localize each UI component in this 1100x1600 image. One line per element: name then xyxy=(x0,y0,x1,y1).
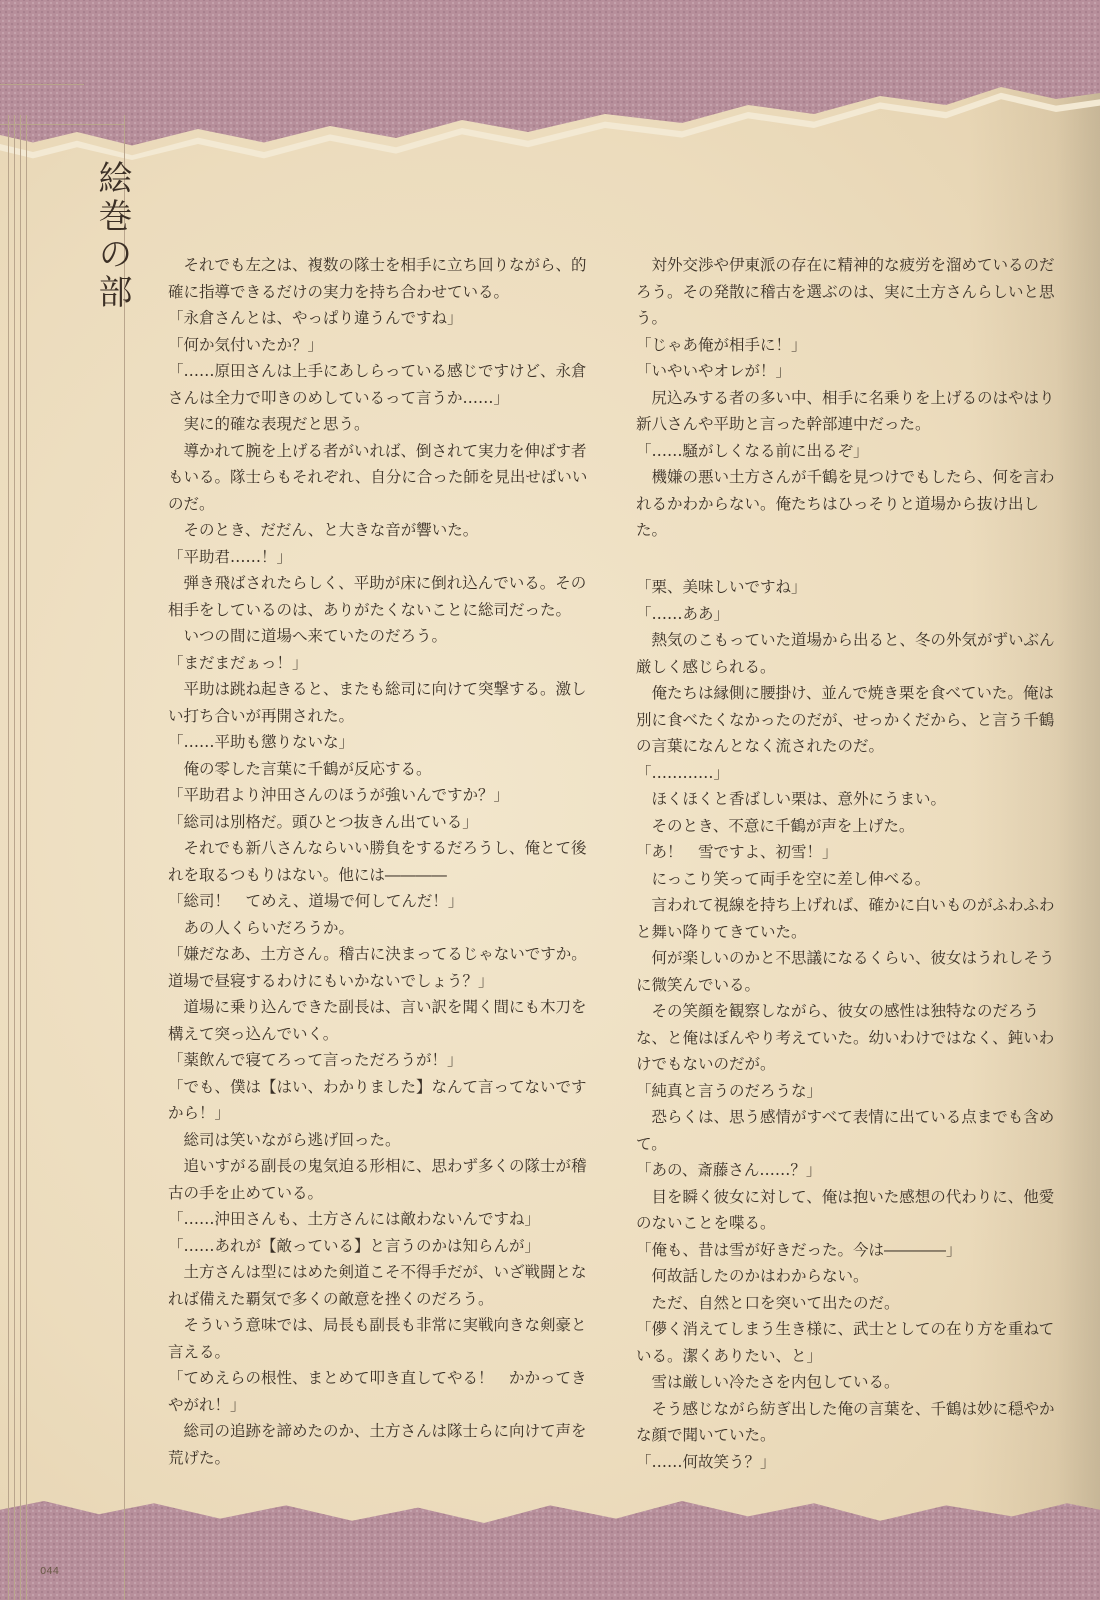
paragraph: そのとき、不意に千鶴が声を上げた。 xyxy=(636,816,915,835)
paragraph: 「永倉さんとは、やっぱり違うんですね」 xyxy=(168,309,463,327)
paragraph: 恐らくは、思う感情がすべて表情に出ている点までも含めて。 xyxy=(636,1108,1055,1153)
margin-rule xyxy=(8,115,9,1600)
paragraph: 総司の追跡を諦めたのか、土方さんは隊士らに向けて声を荒げた。 xyxy=(168,1422,587,1467)
paragraph: 目を瞬く彼女に対して、俺は抱いた感想の代わりに、他愛のないことを喋る。 xyxy=(636,1187,1055,1232)
paragraph: 「純真と言うのだろうな」 xyxy=(636,1081,823,1100)
paragraph: 「……あれが【敵っている】と言うのかは知らんが」 xyxy=(168,1236,541,1255)
paragraph: 「…………」 xyxy=(636,763,730,782)
paragraph: 「儚く消えてしまう生き様に、武士としての在り方を重ねている。潔くありたい、と」 xyxy=(636,1320,1055,1365)
paragraph: それでも左之は、複数の隊士を相手に立ち回りながら、的確に指導できるだけの実力を持ち合わせている。 xyxy=(168,256,587,301)
paragraph: 「何か気付いたか？」 xyxy=(168,335,324,354)
paragraph: 「まだまだぁっ！」 xyxy=(168,653,308,672)
paragraph: そのとき、だだん、と大きな音が響いた。 xyxy=(168,521,479,539)
page-number: 044 xyxy=(40,1566,60,1577)
paragraph: 「あ！ 雪ですよ、初雪！」 xyxy=(636,843,838,861)
right-text-column-upper xyxy=(636,252,1068,544)
paragraph: 俺たちは縁側に腰掛け、並んで焼き栗を食べていた。俺は別に食べたくなかったのだが、せっかくだから、と言う千鶴の言葉になんとなく流されたのだ。 xyxy=(636,684,1055,755)
paragraph: 熱気のこもっていた道場から出ると、冬の外気がずいぶん厳しく感じられる。 xyxy=(636,631,1055,676)
paragraph: 「……沖田さんも、土方さんには敵わないんですね」 xyxy=(168,1210,541,1228)
paragraph: 「栗、美味しいですね」 xyxy=(636,578,807,596)
left-text-column xyxy=(168,252,588,1471)
paragraph: 「嫌だなあ、土方さん。稽古に決まってるじゃないですか。道場で昼寝するわけにもいかないでしょう？」 xyxy=(168,945,587,990)
paragraph: そういう意味では、局長も副長も非常に実戦向きな剣豪と言える。 xyxy=(168,1316,587,1361)
paragraph: 「……ああ」 xyxy=(636,604,730,623)
margin-rule xyxy=(20,115,21,1600)
paragraph: 対外交渉や伊東派の存在に精神的な疲労を溜めているのだろう。その発散に稽古を選ぶのは、実に土方さんらしいと思う。 xyxy=(636,256,1055,327)
paragraph: 「……原田さんは上手にあしらっている感じですけど、永倉さんは全力で叩きのめしているって言うか……」 xyxy=(168,362,587,407)
paragraph: 機嫌の悪い土方さんが千鶴を見つけでもしたら、何を言われるかわからない。俺たちはひっそりと道場から抜け出した。 xyxy=(636,468,1055,539)
paragraph: 平助は跳ね起きると、またも総司に向けて突撃する。激しい打ち合いが再開された。 xyxy=(168,680,587,725)
paragraph: 「でも、僕は【はい、わかりました】なんて言ってないですから！」 xyxy=(168,1077,587,1122)
paragraph: 言われて視線を持ち上げれば、確かに白いものがふわふわと舞い降りてきていた。 xyxy=(636,896,1055,941)
paragraph: 追いすがる副長の鬼気迫る形相に、思わず多くの隊士が稽古の手を止めている。 xyxy=(168,1157,587,1202)
paragraph: 道場に乗り込んできた副長は、言い訳を聞く間にも木刀を構えて突っ込んでいく。 xyxy=(168,998,587,1043)
paragraph: 「総司は別格だ。頭ひとつ抜きん出ている」 xyxy=(168,812,478,831)
paragraph: 尻込みする者の多い中、相手に名乗りを上げるのはやはり新八さんや平助と言った幹部連中だった。 xyxy=(636,388,1055,433)
paragraph: 弾き飛ばされたらしく、平助が床に倒れ込んでいる。その相手をしているのは、ありがたくないことに総司だった。 xyxy=(168,574,587,619)
paragraph: 「……平助も懲りないな」 xyxy=(168,733,355,751)
paragraph: 「……何故笑う？」 xyxy=(636,1452,776,1471)
paragraph: にっこり笑って両手を空に差し伸べる。 xyxy=(636,869,931,888)
margin-rule xyxy=(0,124,124,125)
right-text-column-lower xyxy=(636,574,1068,1475)
paragraph: 「平助君……！」 xyxy=(168,547,293,566)
paragraph: ほくほくと香ばしい栗は、意外にうまい。 xyxy=(636,790,947,808)
paragraph: 「薬飲んで寝てろって言っただろうが！」 xyxy=(168,1051,463,1069)
paragraph: 「あの、斎藤さん……？」 xyxy=(636,1161,822,1179)
paragraph: あの人くらいだろうか。 xyxy=(168,918,355,937)
paragraph: 「総司！ てめえ、道場で何してんだ！」 xyxy=(168,892,464,910)
paragraph: 「じゃあ俺が相手に！」 xyxy=(636,335,807,354)
paragraph: そう感じながら紡ぎ出した俺の言葉を、千鶴は妙に穏やかな顔で聞いていた。 xyxy=(636,1399,1055,1444)
paragraph: 俺の零した言葉に千鶴が反応する。 xyxy=(168,759,432,778)
paragraph: 導かれて腕を上げる者がいれば、倒されて実力を伸ばす者もいる。隊士らもそれぞれ、自分に合った師を見出せばいいのだ。 xyxy=(168,441,588,513)
paragraph: 「……騒がしくなる前に出るぞ」 xyxy=(636,441,869,460)
paragraph: 雪は厳しい冷たさを内包している。 xyxy=(636,1373,900,1391)
paragraph: 土方さんは型にはめた剣道こそ不得手だが、いざ戦闘となれば備えた覇気で多くの敵意を挫くのだろう。 xyxy=(168,1263,587,1308)
paragraph: 総司は笑いながら逃げ回った。 xyxy=(168,1130,401,1149)
paragraph: 何が楽しいのかと不思議になるくらい、彼女はうれしそうに微笑んでいる。 xyxy=(636,949,1055,994)
margin-rule xyxy=(0,84,84,85)
paragraph: それでも新八さんならいい勝負をするだろうし、俺とて後れを取るつもりはない。他には―――― xyxy=(168,839,587,884)
paragraph: 「てめえらの根性、まとめて叩き直してやる！ かかってきやがれ！」 xyxy=(168,1369,587,1414)
paragraph: 「俺も、昔は雪が好きだった。今は――――」 xyxy=(636,1240,962,1259)
margin-rule xyxy=(26,115,27,1600)
paragraph: 何故話したのかはわからない。 xyxy=(636,1267,869,1285)
paragraph: 実に的確な表現だと思う。 xyxy=(168,415,370,433)
section-title: 絵巻の部 xyxy=(92,160,132,312)
paragraph: ただ、自然と口を突いて出たのだ。 xyxy=(636,1293,900,1312)
torn-paper-top-band xyxy=(0,0,1100,150)
paragraph: その笑顔を観察しながら、彼女の感性は独特なのだろうな、と俺はぼんやり考えていた。幼いわけではなく、鈍いわけでもないのだが。 xyxy=(636,1002,1055,1073)
paragraph: いつの間に道場へ来ていたのだろう。 xyxy=(168,627,448,645)
paragraph: 「いやいやオレが！」 xyxy=(636,362,792,380)
margin-rule xyxy=(14,115,15,1600)
paragraph: 「平助君より沖田さんのほうが強いんですか？」 xyxy=(168,786,510,804)
torn-paper-bottom-band xyxy=(0,1490,1100,1600)
margin-rule xyxy=(124,115,125,1600)
